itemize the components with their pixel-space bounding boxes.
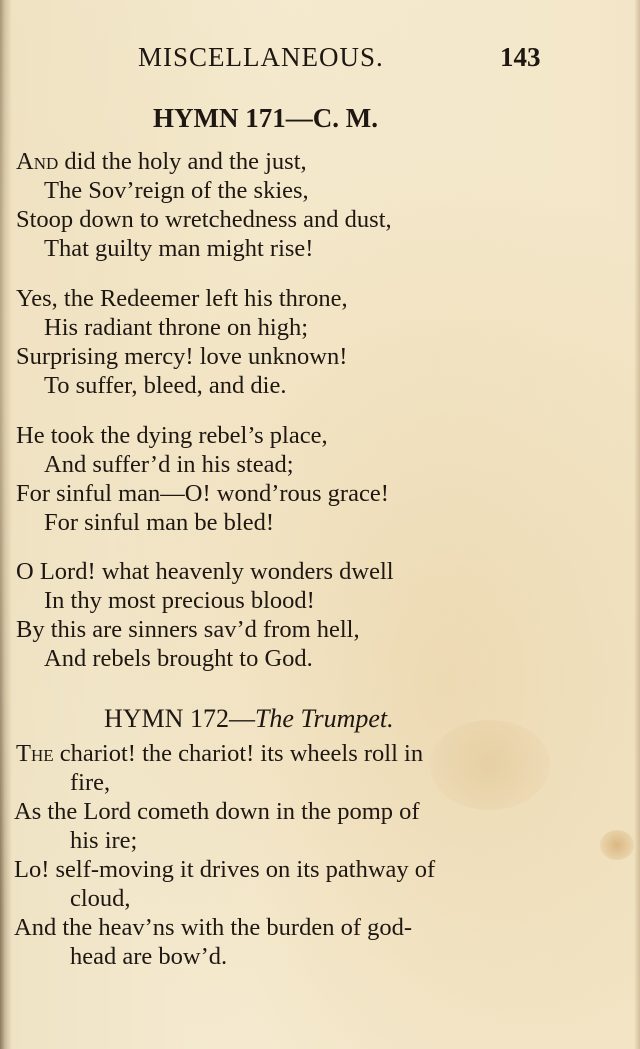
verse-line: O Lord! what heavenly wonders dwell [16,558,394,585]
verse-line: And the heav’ns with the burden of god- [14,914,413,941]
paper-stain [600,830,634,860]
verse-text: did the holy and the just, [58,148,307,175]
verse-line: head are bow’d. [70,943,228,970]
verse-line: fire, [70,769,111,796]
verse-line: By this are sinners sav’d from hell, [16,616,360,643]
page-edge [634,0,640,1049]
verse-line: Stoop down to wretchedness and dust, [16,206,392,233]
verse-line: The Sov’reign of the skies, [44,177,309,204]
verse-line: His radiant throne on high; [44,314,309,341]
verse-line: his ire; [70,827,138,854]
running-head: MISCELLANEOUS. [138,42,384,72]
verse-line: Yes, the Redeemer left his throne, [16,285,348,312]
hymn-171-title: HYMN 171—C. M. [153,103,378,133]
paper-stain [430,720,550,810]
verse-line: He took the dying rebel’s place, [16,422,328,449]
verse-line: That guilty man might rise! [44,235,314,262]
verse-line: And rebels brought to God. [44,645,313,672]
verse-line: For sinful man—O! wond’rous grace! [16,480,389,507]
verse-line: And suffer’d in his stead; [44,451,294,478]
page-number: 143 [500,42,541,72]
hymn-172-title [104,704,394,734]
verse-text: chariot! the chariot! its wheels roll in [53,740,424,767]
verse-line: As the Lord cometh down in the pomp of [14,798,420,825]
hymn-172-number: HYMN 172— [104,704,255,733]
drop-word: The [16,740,54,767]
verse-line: For sinful man be bled! [44,509,274,536]
verse-line: In thy most precious blood! [44,587,315,614]
drop-word: And [16,148,59,175]
verse-line: Surprising mercy! love unknown! [16,343,348,370]
verse-line: Lo! self-moving it drives on its pathway of [14,856,436,883]
verse-line [16,150,307,175]
verse-line: cloud, [70,885,131,912]
verse-line: To suffer, bleed, and die. [44,372,287,399]
verse-line [16,742,423,767]
hymn-172-subtitle: The Trumpet. [254,704,394,733]
